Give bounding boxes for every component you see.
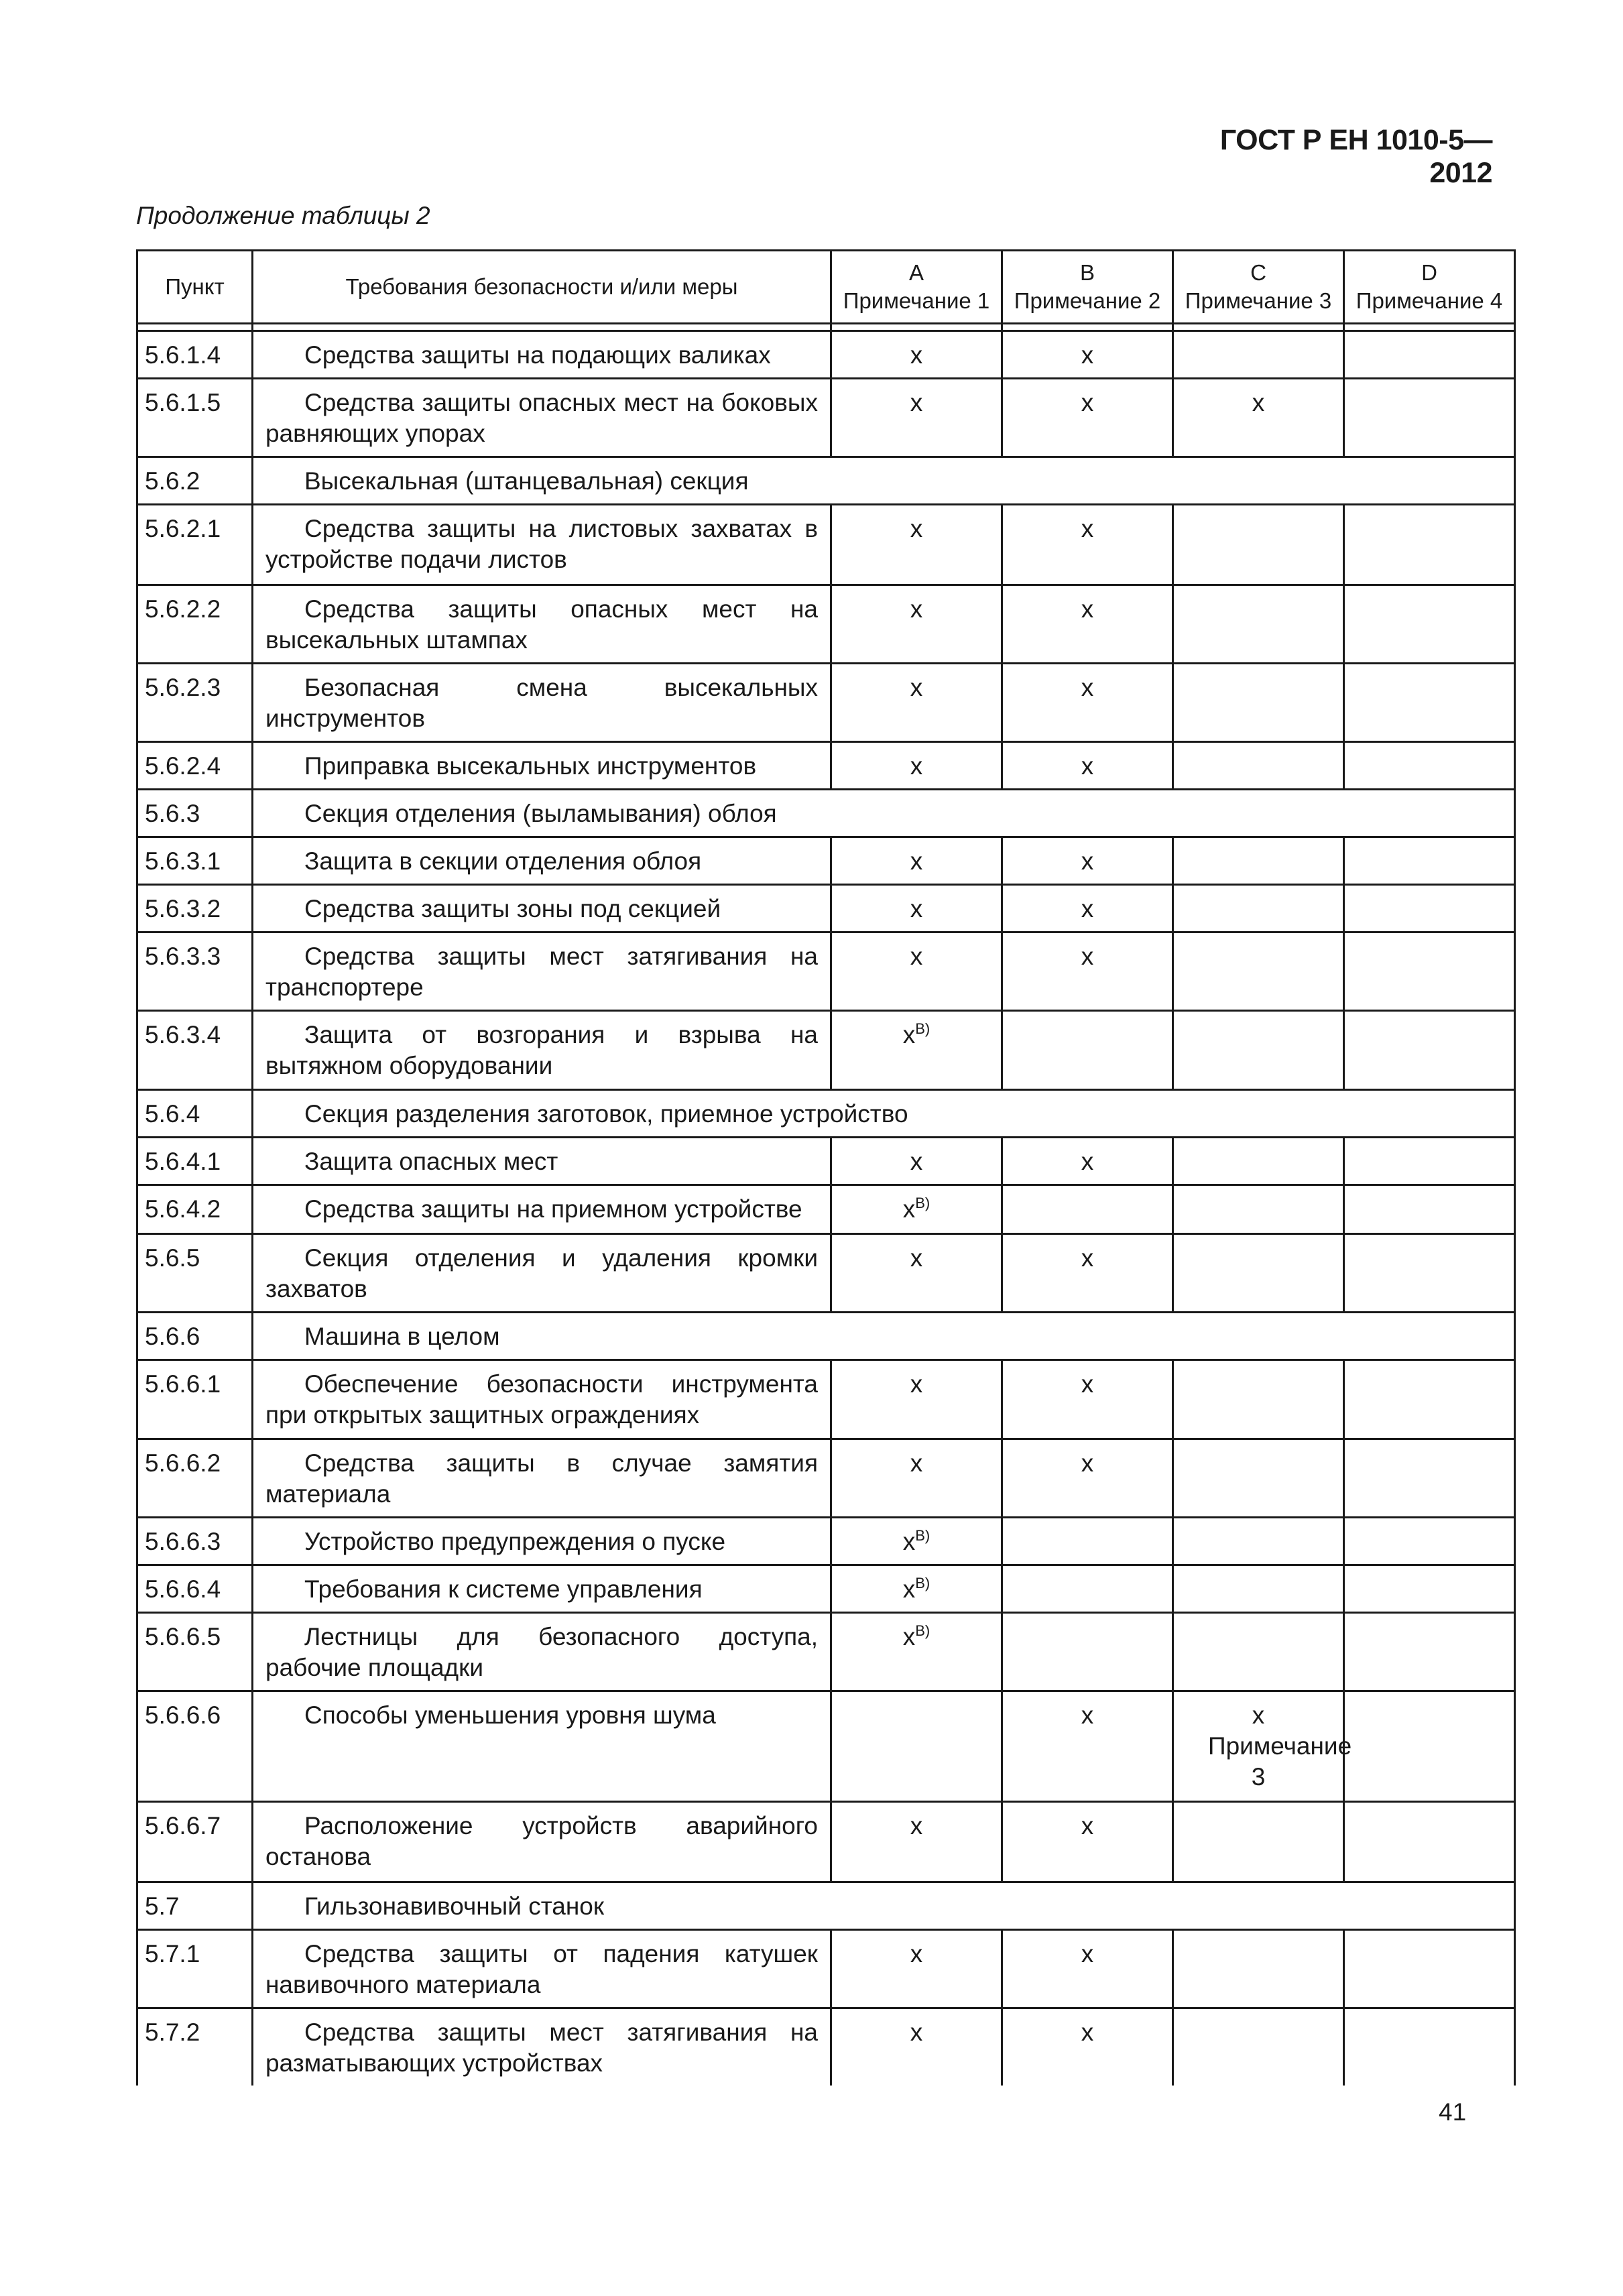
column-c-cell bbox=[1173, 1439, 1344, 1518]
column-header-requirement: Требования безопасности и/или меры bbox=[253, 251, 831, 324]
requirement-cell bbox=[253, 885, 831, 932]
table-row bbox=[137, 1360, 1515, 1439]
applicability-mark: x bbox=[1081, 1244, 1094, 1272]
table-row bbox=[137, 331, 1515, 379]
requirement-text: Требования к системе управления bbox=[304, 1575, 703, 1603]
applicability-mark: x bbox=[910, 1940, 923, 1968]
column-c-cell bbox=[1173, 505, 1344, 585]
table-row bbox=[137, 1138, 1515, 1185]
column-c-note: Примечание 3 bbox=[1185, 288, 1332, 313]
footnote-reference: B) bbox=[915, 1527, 930, 1544]
column-a-cell bbox=[831, 885, 1002, 932]
applicability-mark: x bbox=[1081, 2018, 1094, 2046]
requirement-text: Средства защиты опасных мест на высекальных штампах bbox=[265, 595, 818, 654]
column-c-cell bbox=[1173, 379, 1344, 457]
column-b-cell bbox=[1002, 1613, 1173, 1691]
row-item-number: 5.6.2.3 bbox=[137, 664, 253, 742]
applicability-mark: x bbox=[1081, 1940, 1094, 1968]
row-item-number: 5.6.2.1 bbox=[137, 505, 253, 585]
requirement-cell bbox=[253, 1360, 831, 1439]
section-title: Высекальная (штанцевальная) секция bbox=[253, 457, 1515, 505]
requirement-cell bbox=[253, 837, 831, 885]
applicability-mark: x bbox=[910, 674, 923, 701]
column-a-note: Примечание 1 bbox=[843, 288, 990, 313]
requirement-cell bbox=[253, 1439, 831, 1518]
row-item-number: 5.6.3 bbox=[137, 790, 253, 837]
cell-note: Примечание 3 bbox=[1208, 1732, 1352, 1791]
column-d-cell bbox=[1344, 1011, 1515, 1090]
column-c-cell bbox=[1173, 1930, 1344, 2008]
row-item-number: 5.7.2 bbox=[137, 2008, 253, 2086]
column-d-cell bbox=[1344, 1185, 1515, 1234]
row-item-number: 5.6.3.1 bbox=[137, 837, 253, 885]
column-header-c bbox=[1173, 251, 1344, 324]
requirement-text: Секция отделения и удаления кромки захватов bbox=[265, 1244, 818, 1303]
requirement-cell bbox=[253, 1613, 831, 1691]
applicability-mark: x bbox=[910, 1449, 923, 1477]
column-c-cell bbox=[1173, 1518, 1344, 1565]
row-item-number: 5.6.4.1 bbox=[137, 1138, 253, 1185]
table-row bbox=[137, 742, 1515, 790]
requirement-cell bbox=[253, 505, 831, 585]
column-c-cell bbox=[1173, 1802, 1344, 1882]
row-item-number: 5.6.2.4 bbox=[137, 742, 253, 790]
column-a-cell bbox=[831, 1234, 1002, 1313]
applicability-mark: x bbox=[910, 752, 923, 780]
column-c-cell bbox=[1173, 1565, 1344, 1613]
column-c-cell bbox=[1173, 1691, 1352, 1802]
applicability-mark: x bbox=[910, 595, 923, 623]
column-c-cell bbox=[1173, 1185, 1344, 1234]
column-b-cell bbox=[1002, 1234, 1173, 1313]
column-d-cell bbox=[1344, 1930, 1515, 2008]
row-item-number: 5.6.6.5 bbox=[137, 1613, 253, 1691]
column-header-item: Пункт bbox=[137, 251, 253, 324]
section-title: Гильзонавивочный станок bbox=[253, 1882, 1515, 1930]
applicability-mark: x bbox=[902, 1195, 916, 1223]
column-d-note: Примечание 4 bbox=[1356, 288, 1503, 313]
column-a-cell bbox=[831, 1802, 1002, 1882]
table-row bbox=[137, 1185, 1515, 1234]
requirement-text: Расположение устройств аварийного останова bbox=[265, 1812, 818, 1870]
column-c-cell bbox=[1173, 1138, 1344, 1185]
column-a-cell bbox=[831, 1613, 1002, 1691]
applicability-mark: x bbox=[910, 1370, 923, 1398]
requirement-text: Средства защиты на листовых захватах в устройстве подачи листов bbox=[265, 515, 818, 573]
requirement-cell bbox=[253, 1011, 831, 1090]
requirement-text: Защита от возгорания и взрыва на вытяжном оборудовании bbox=[265, 1021, 818, 1079]
column-d-cell bbox=[1344, 505, 1515, 585]
row-item-number: 5.6.6.6 bbox=[137, 1691, 253, 1802]
column-d-cell bbox=[1344, 885, 1515, 932]
applicability-mark: x bbox=[1081, 1148, 1094, 1175]
column-a-cell bbox=[831, 1185, 1002, 1234]
table-row bbox=[137, 885, 1515, 932]
column-b-cell bbox=[1002, 837, 1173, 885]
column-b-cell bbox=[1002, 585, 1173, 664]
applicability-mark: x bbox=[910, 2018, 923, 2046]
requirement-text: Безопасная смена высекальных инструментов bbox=[265, 674, 818, 732]
requirement-text: Обеспечение безопасности инструмента при открытых защитных ограждениях bbox=[265, 1370, 818, 1429]
column-c-cell bbox=[1173, 742, 1344, 790]
row-item-number: 5.6.1.4 bbox=[137, 331, 253, 379]
column-d-cell bbox=[1344, 331, 1515, 379]
column-c-letter: C bbox=[1250, 260, 1266, 285]
requirement-cell bbox=[253, 664, 831, 742]
footnote-reference: B) bbox=[915, 1020, 930, 1037]
column-b-note: Примечание 2 bbox=[1014, 288, 1161, 313]
requirements-table bbox=[136, 249, 1516, 2086]
column-b-cell bbox=[1002, 505, 1173, 585]
column-a-cell bbox=[831, 932, 1002, 1011]
column-a-cell bbox=[831, 505, 1002, 585]
applicability-mark: x bbox=[910, 389, 923, 416]
column-b-cell bbox=[1002, 1691, 1173, 1802]
table-row bbox=[137, 932, 1515, 1011]
row-item-number: 5.6.6.1 bbox=[137, 1360, 253, 1439]
applicability-mark: x bbox=[1081, 389, 1094, 416]
footnote-reference: B) bbox=[915, 1195, 930, 1211]
applicability-mark: x bbox=[910, 341, 923, 369]
row-item-number: 5.6.4 bbox=[137, 1090, 253, 1138]
column-b-cell bbox=[1002, 1518, 1173, 1565]
section-title: Секция отделения (выламывания) облоя bbox=[253, 790, 1515, 837]
column-d-cell bbox=[1344, 1360, 1515, 1439]
requirement-cell bbox=[253, 1930, 831, 2008]
table-row bbox=[137, 1930, 1515, 2008]
row-item-number: 5.6.3.4 bbox=[137, 1011, 253, 1090]
column-a-cell bbox=[831, 1360, 1002, 1439]
column-c-cell bbox=[1173, 331, 1344, 379]
table-row bbox=[137, 1613, 1515, 1691]
table-row bbox=[137, 585, 1515, 664]
column-b-cell bbox=[1002, 1138, 1173, 1185]
applicability-mark: x bbox=[1081, 895, 1094, 922]
column-a-cell bbox=[831, 1518, 1002, 1565]
table-row bbox=[137, 1518, 1515, 1565]
column-b-cell bbox=[1002, 1360, 1173, 1439]
table-row bbox=[137, 1011, 1515, 1090]
requirement-text: Защита опасных мест bbox=[304, 1148, 558, 1175]
document-code: ГОСТ Р ЕН 1010-5—2012 bbox=[1219, 124, 1492, 189]
applicability-mark: x bbox=[1081, 341, 1094, 369]
applicability-mark: x bbox=[1081, 1370, 1094, 1398]
requirement-cell bbox=[253, 585, 831, 664]
column-b-cell bbox=[1002, 932, 1173, 1011]
applicability-mark: x bbox=[910, 1148, 923, 1175]
column-c-cell bbox=[1173, 2008, 1344, 2086]
column-a-cell bbox=[831, 1930, 1002, 2008]
requirement-cell bbox=[253, 1802, 831, 1882]
column-d-letter: D bbox=[1421, 260, 1437, 285]
requirement-text: Способы уменьшения уровня шума bbox=[304, 1701, 716, 1729]
requirement-cell bbox=[253, 932, 831, 1011]
table-row bbox=[137, 1234, 1515, 1313]
section-title: Машина в целом bbox=[253, 1313, 1515, 1360]
column-a-cell bbox=[831, 664, 1002, 742]
column-a-cell bbox=[831, 585, 1002, 664]
column-b-cell bbox=[1002, 664, 1173, 742]
applicability-mark: x bbox=[1081, 1449, 1094, 1477]
applicability-mark: x bbox=[1081, 595, 1094, 623]
table-row bbox=[137, 790, 1515, 837]
requirement-text: Средства защиты зоны под секцией bbox=[304, 895, 721, 922]
requirement-cell bbox=[253, 1185, 831, 1234]
table-row bbox=[137, 1882, 1515, 1930]
row-item-number: 5.6.2.2 bbox=[137, 585, 253, 664]
column-a-cell bbox=[831, 1439, 1002, 1518]
table-row bbox=[137, 1313, 1515, 1360]
applicability-mark: x bbox=[1081, 943, 1094, 970]
table-row bbox=[137, 379, 1515, 457]
column-c-cell bbox=[1173, 1011, 1344, 1090]
table-row bbox=[137, 1439, 1515, 1518]
row-item-number: 5.6.4.2 bbox=[137, 1185, 253, 1234]
column-d-cell bbox=[1344, 2008, 1515, 2086]
column-c-cell bbox=[1173, 1613, 1344, 1691]
row-item-number: 5.7 bbox=[137, 1882, 253, 1930]
column-b-cell bbox=[1002, 1011, 1173, 1090]
applicability-mark: x bbox=[1081, 847, 1094, 875]
applicability-mark: x bbox=[910, 943, 923, 970]
requirement-text: Средства защиты на подающих валиках bbox=[304, 341, 771, 369]
row-item-number: 5.7.1 bbox=[137, 1930, 253, 2008]
column-d-cell bbox=[1344, 1691, 1515, 1802]
requirement-cell bbox=[253, 742, 831, 790]
section-title: Секция разделения заготовок, приемное устройство bbox=[253, 1090, 1515, 1138]
footnote-reference: B) bbox=[915, 1622, 930, 1639]
column-a-letter: A bbox=[908, 260, 924, 285]
row-item-number: 5.6.6.4 bbox=[137, 1565, 253, 1613]
table-row bbox=[137, 1090, 1515, 1138]
requirement-cell bbox=[253, 2008, 831, 2086]
row-item-number: 5.6.6 bbox=[137, 1313, 253, 1360]
applicability-mark: x bbox=[910, 895, 923, 922]
row-item-number: 5.6.3.3 bbox=[137, 932, 253, 1011]
table-row bbox=[137, 837, 1515, 885]
column-d-cell bbox=[1344, 1613, 1515, 1691]
applicability-mark: x bbox=[1081, 674, 1094, 701]
column-c-cell bbox=[1173, 585, 1344, 664]
row-item-number: 5.6.6.2 bbox=[137, 1439, 253, 1518]
applicability-mark: x bbox=[910, 1812, 923, 1839]
column-header-b bbox=[1002, 251, 1173, 324]
column-a-cell bbox=[831, 1565, 1002, 1613]
column-c-cell bbox=[1173, 932, 1344, 1011]
applicability-mark: x bbox=[1081, 1701, 1094, 1729]
requirement-text: Приправка высекальных инструментов bbox=[304, 752, 757, 780]
column-a-cell bbox=[831, 331, 1002, 379]
column-d-cell bbox=[1344, 1565, 1515, 1613]
applicability-mark: x bbox=[910, 515, 923, 542]
requirement-cell bbox=[253, 1565, 831, 1613]
applicability-mark: x bbox=[1252, 1701, 1265, 1729]
row-item-number: 5.6.2 bbox=[137, 457, 253, 505]
requirement-cell bbox=[253, 1234, 831, 1313]
table-row bbox=[137, 457, 1515, 505]
column-b-cell bbox=[1002, 379, 1173, 457]
column-c-cell bbox=[1173, 837, 1344, 885]
column-d-cell bbox=[1344, 932, 1515, 1011]
column-a-cell bbox=[831, 1138, 1002, 1185]
table-row bbox=[137, 664, 1515, 742]
column-b-cell bbox=[1002, 1565, 1173, 1613]
column-b-cell bbox=[1002, 742, 1173, 790]
table-row bbox=[137, 505, 1515, 585]
requirement-text: Средства защиты на приемном устройстве bbox=[304, 1195, 802, 1223]
applicability-mark: x bbox=[902, 1528, 916, 1555]
column-c-cell bbox=[1173, 885, 1344, 932]
column-d-cell bbox=[1344, 379, 1515, 457]
requirement-text: Средства защиты в случае замятия материала bbox=[265, 1449, 818, 1508]
column-d-cell bbox=[1344, 1234, 1515, 1313]
header-separator bbox=[137, 324, 1515, 331]
column-a-cell bbox=[831, 742, 1002, 790]
column-header-d bbox=[1344, 251, 1515, 324]
requirement-cell bbox=[253, 1691, 831, 1802]
column-b-cell bbox=[1002, 885, 1173, 932]
requirement-text: Средства защиты мест затягивания на транспортере bbox=[265, 943, 818, 1001]
requirement-text: Защита в секции отделения облоя bbox=[304, 847, 702, 875]
footnote-reference: B) bbox=[915, 1575, 930, 1591]
applicability-mark: x bbox=[1081, 515, 1094, 542]
column-d-cell bbox=[1344, 585, 1515, 664]
column-b-cell bbox=[1002, 1439, 1173, 1518]
column-b-cell bbox=[1002, 331, 1173, 379]
column-d-cell bbox=[1344, 742, 1515, 790]
row-item-number: 5.6.6.3 bbox=[137, 1518, 253, 1565]
table-header-row bbox=[137, 251, 1515, 324]
row-item-number: 5.6.1.5 bbox=[137, 379, 253, 457]
page-number: 41 bbox=[1439, 2098, 1467, 2126]
table-caption: Продолжение таблицы 2 bbox=[136, 202, 430, 229]
requirement-cell bbox=[253, 1138, 831, 1185]
column-c-cell bbox=[1173, 1360, 1344, 1439]
applicability-mark: x bbox=[902, 1021, 916, 1048]
applicability-mark: x bbox=[910, 1244, 923, 1272]
row-item-number: 5.6.3.2 bbox=[137, 885, 253, 932]
column-a-cell bbox=[831, 1011, 1002, 1090]
requirement-cell bbox=[253, 379, 831, 457]
column-d-cell bbox=[1344, 1518, 1515, 1565]
requirement-text: Устройство предупреждения о пуске bbox=[304, 1528, 726, 1555]
requirement-text: Средства защиты опасных мест на боковых равняющих упорах bbox=[265, 389, 818, 447]
table-row bbox=[137, 1802, 1515, 1882]
column-c-cell bbox=[1173, 664, 1344, 742]
applicability-mark: x bbox=[1252, 389, 1265, 416]
column-d-cell bbox=[1344, 1138, 1515, 1185]
row-item-number: 5.6.6.7 bbox=[137, 1802, 253, 1882]
column-b-letter: B bbox=[1079, 260, 1095, 285]
column-a-cell bbox=[831, 2008, 1002, 2086]
table-row bbox=[137, 1565, 1515, 1613]
column-b-cell bbox=[1002, 2008, 1173, 2086]
column-b-cell bbox=[1002, 1185, 1173, 1234]
column-d-cell bbox=[1344, 1439, 1515, 1518]
column-a-cell bbox=[831, 1691, 1002, 1802]
table-row bbox=[137, 1691, 1515, 1802]
requirement-text: Средства защиты от падения катушек навивочного материала bbox=[265, 1940, 818, 1998]
row-item-number: 5.6.5 bbox=[137, 1234, 253, 1313]
requirement-text: Лестницы для безопасного доступа, рабочие площадки bbox=[265, 1623, 818, 1681]
applicability-mark: x bbox=[1081, 752, 1094, 780]
table-body bbox=[137, 331, 1515, 2086]
column-c-cell bbox=[1173, 1234, 1344, 1313]
applicability-mark: x bbox=[910, 847, 923, 875]
requirement-cell bbox=[253, 1518, 831, 1565]
column-d-cell bbox=[1344, 1802, 1515, 1882]
requirement-text: Средства защиты мест затягивания на разматывающих устройствах bbox=[265, 2018, 818, 2077]
column-d-cell bbox=[1344, 664, 1515, 742]
requirement-cell bbox=[253, 331, 831, 379]
column-b-cell bbox=[1002, 1802, 1173, 1882]
column-header-a bbox=[831, 251, 1002, 324]
column-a-cell bbox=[831, 379, 1002, 457]
applicability-mark: x bbox=[902, 1623, 916, 1650]
applicability-mark: x bbox=[902, 1575, 916, 1603]
table-row bbox=[137, 2008, 1515, 2086]
column-d-cell bbox=[1344, 837, 1515, 885]
applicability-mark: x bbox=[1081, 1812, 1094, 1839]
column-b-cell bbox=[1002, 1930, 1173, 2008]
column-a-cell bbox=[831, 837, 1002, 885]
